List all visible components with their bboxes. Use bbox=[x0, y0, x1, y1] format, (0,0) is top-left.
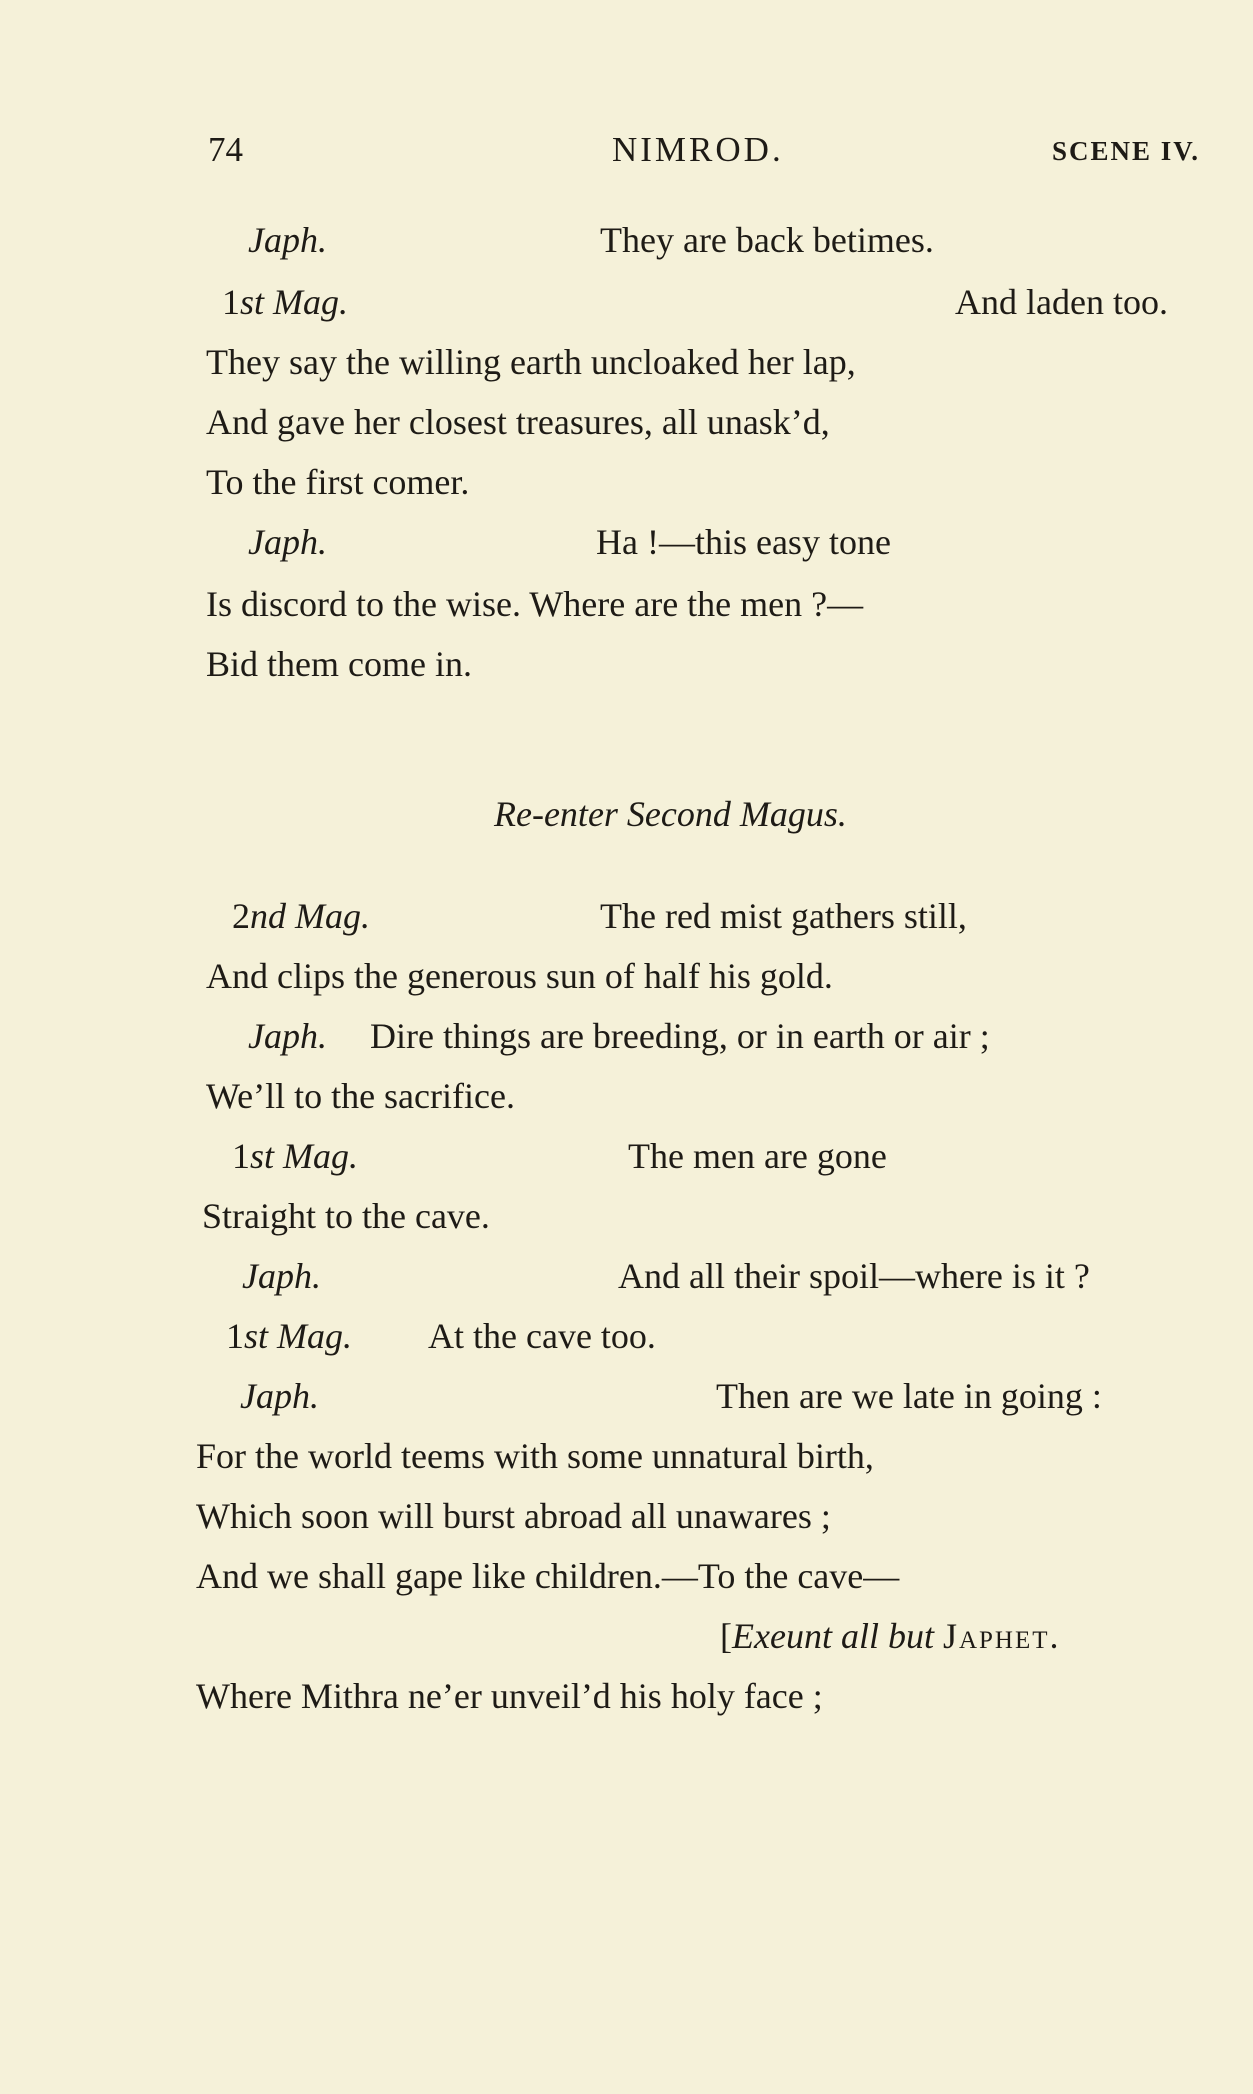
verse-line: And clips the generous sun of half his gold. bbox=[206, 956, 833, 996]
scene-label: SCENE IV. bbox=[1051, 136, 1200, 166]
speaker-name: Japh. bbox=[248, 220, 327, 260]
speaker-name: 2nd Mag. bbox=[232, 896, 370, 936]
running-title: NIMROD. bbox=[612, 130, 784, 169]
verse-line: Bid them come in. bbox=[206, 644, 472, 684]
verse-text: The men are gone bbox=[628, 1136, 887, 1176]
verse-text: And laden too. bbox=[955, 282, 1168, 322]
verse-text: They are back betimes. bbox=[600, 220, 934, 260]
running-head bbox=[200, 130, 1200, 180]
verse-text: At the cave too. bbox=[428, 1316, 656, 1356]
verse-line: And gave her closest treasures, all unask’d, bbox=[206, 402, 830, 442]
verse-line: They say the willing earth uncloaked her lap, bbox=[206, 342, 856, 382]
verse-text: Ha !—this easy tone bbox=[596, 522, 891, 562]
verse-text: And all their spoil—where is it ? bbox=[618, 1256, 1090, 1296]
speaker-name: 1st Mag. bbox=[222, 282, 349, 322]
verse-line: We’ll to the sacrifice. bbox=[206, 1076, 515, 1116]
page-number: 74 bbox=[208, 130, 243, 169]
verse-line: For the world teems with some unnatural birth, bbox=[196, 1436, 874, 1476]
stage-direction-exeunt: [Exeunt all but Japhet. bbox=[720, 1616, 1061, 1656]
verse-text: Dire things are breeding, or in earth or air ; bbox=[370, 1016, 990, 1056]
verse-line: Where Mithra ne’er unveil’d his holy face ; bbox=[196, 1676, 823, 1716]
speaker-name: 1st Mag. bbox=[232, 1136, 359, 1176]
stage-direction: Re-enter Second Magus. bbox=[494, 794, 847, 834]
verse-text: Then are we late in going : bbox=[716, 1376, 1102, 1416]
speaker-name: Japh. bbox=[248, 1016, 327, 1056]
speaker-name: 1st Mag. bbox=[226, 1316, 353, 1356]
speaker-name: Japh. bbox=[248, 522, 327, 562]
verse-line: Which soon will burst abroad all unawares ; bbox=[196, 1496, 831, 1536]
speaker-name: Japh. bbox=[242, 1256, 321, 1296]
verse-line: Straight to the cave. bbox=[202, 1196, 490, 1236]
verse-line: Is discord to the wise. Where are the men ?— bbox=[206, 584, 864, 624]
verse-line: And we shall gape like children.—To the cave— bbox=[196, 1556, 900, 1596]
speaker-name: Japh. bbox=[240, 1376, 319, 1416]
verse-text: The red mist gathers still, bbox=[600, 896, 967, 936]
verse-line: To the first comer. bbox=[206, 462, 470, 502]
